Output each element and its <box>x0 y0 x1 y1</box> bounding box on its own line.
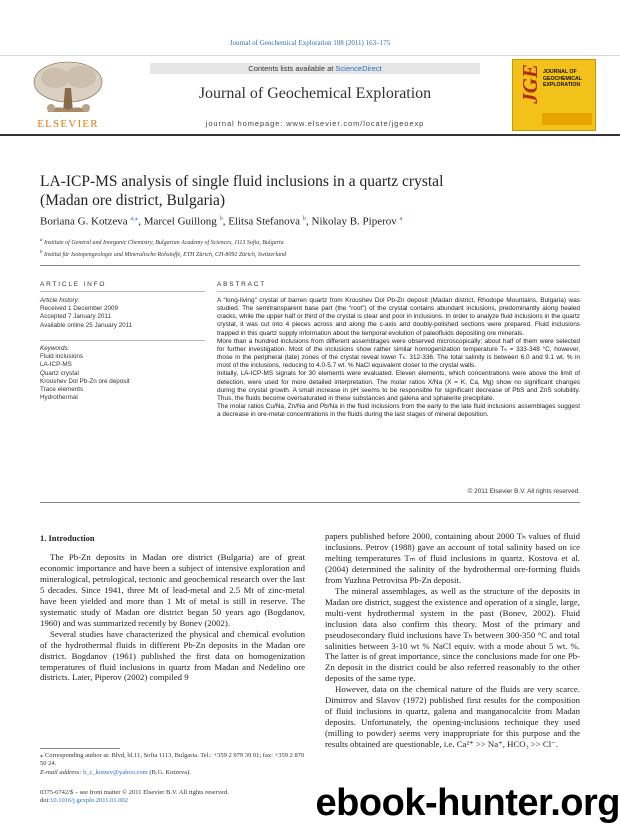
elsevier-logo <box>27 58 109 132</box>
masthead-divider <box>0 55 620 56</box>
affiliation-mark: b <box>40 250 43 255</box>
body-paragraph: The Pb-Zn deposits in Madan ore district (Bulgaria) are of great economic importance and have been a subject of intensive exploration and mineralogical, petrological, tectonic and geochemical research over the last 5 decades. Since 1941, three Mt of lead-metal and 2.5 Mt of zinc-metal have been yielded and more than 1 Mt of metal is still in reserve. The systematic study of Madan ore district began 50 years ago (Bogdanov, 1960) and was summarized recently by Bonev (2002). <box>40 552 305 628</box>
corresponding-author-note: ⁎ Corresponding author at: Blvd, bl.11, Sofia 1113, Bulgaria. Tel.: +359 2 979 39 01; fax: +359 2 870 50 24. <box>40 752 305 768</box>
abstract-paragraph: The molar ratios Cu/Na, Zn/Na and Pb/Na in the fluid inclusions from the early to the late fluid inclusions assemblages suggest a decrease in ore-metal concentrations in the fluids during the last stages of mineral deposition. <box>217 403 580 419</box>
divider <box>40 291 205 292</box>
email-suffix: (B.G. Kotzeva). <box>147 768 191 776</box>
body-left-column <box>40 552 305 683</box>
copyright: © 2011 Elsevier B.V. All rights reserved. <box>467 488 580 495</box>
article-history <box>40 297 205 330</box>
affiliation-text: Institute of General and Inorganic Chemistry, Bulgarian Academy of Sciences, 1113 Sofia, Bulgaria <box>44 240 284 246</box>
body-paragraph: Several studies have characterized the physical and chemical evolution of the hydrothermal fluids in different Pb-Zn deposits in the Madan ore district. Bogdanov (1961) published the first data on homogenization temperatures of fluid inclusions in quartz from Madan and Nedelino ore districts. Later, Piperov (2002) compiled 9 <box>40 628 305 683</box>
author-affil-mark[interactable]: b <box>219 215 223 222</box>
cover-title: JOURNAL OF GEOCHEMICAL EXPLORATION <box>543 69 582 88</box>
body-paragraph: The mineral assemblages, as well as the structure of the deposits in Madan ore district, suggest the existence and operation of a single, large, multi-vent hydrothermal system in the past (Bonev, 2002). Fluid inclusion data also confirm this theory. Most of the primary and pseudosecondary fluid inclusions have Tₕ between 300-350 °C and total salinities between 3-10 wt % NaCl equiv. with a mode about 5 wt. %. The latter is of great importance, since the conclusions made for one Pb-Zn deposit in the district could be also referred reasonably to the other deposits of the same type. <box>325 585 580 684</box>
journal-reference[interactable]: Journal of Geochemical Exploration 108 (2011) 163–175 <box>229 39 391 47</box>
email-line <box>40 769 305 777</box>
history-item: Accepted 7 January 2011 <box>40 313 111 321</box>
author-name[interactable]: Elitsa Stefanova <box>228 215 300 228</box>
history-item: Available online 25 January 2011 <box>40 321 133 329</box>
divider <box>40 502 580 503</box>
watermark: ebook-hunter.org <box>315 782 620 824</box>
masthead-rule <box>0 134 620 136</box>
homepage-link[interactable]: www.elsevier.com/locate/jgeoexp <box>286 119 425 128</box>
doi-link[interactable]: 10.1016/j.gexplo.2011.01.002 <box>50 797 129 805</box>
author-name[interactable]: Nikolay B. Piperov <box>311 215 397 228</box>
divider <box>217 291 580 292</box>
abstract-paragraph: More than a hundred inclusions from different assemblages were observed microscopically; about half of them were selected for further investigation. Most of the inclusions show rather similar homogenization temperature Tₕ = 333-348 °C, however, those in the peripheral (late) zones of the crystal reveal lower Tₕ: 312-336. The total salinity is between 6.0 and 9.1 wt. % in most of the inclusions, reducing to 4.0-5.7 wt. % NaCl equivalent closer to the crystal walls. <box>217 337 580 370</box>
email-link[interactable]: b_c_kotzev@yahoo.com <box>83 768 148 776</box>
section-heading: 1. Introduction <box>40 533 95 543</box>
author-name[interactable]: Boriana G. Kotzeva <box>40 215 128 228</box>
keyword-item: Kroushev Dol Pb-Zn ore deposit <box>40 377 130 385</box>
keyword-item: Fluid inclusions <box>40 353 84 361</box>
journal-cover <box>512 59 596 131</box>
body-paragraph: However, data on the chemical nature of the fluids are very scarce. Dimitrov and Slavov (1972) published first results for the composition of fluid inclusions in quartz, galena and manganocalcite from Madan deposits. Unfortunately, the opening-inclusions technique they used (milling to powder) seems very inappropriate for this purpose and the results obtained are questionable, i.e. Ca²⁺ >> Na⁺, HCO₃ >> Cl⁻. <box>325 684 580 750</box>
abstract-heading: ABSTRACT <box>217 281 267 288</box>
author-affil-mark[interactable]: a <box>399 215 403 222</box>
divider <box>40 340 205 341</box>
keywords <box>40 345 205 402</box>
affiliation-mark: a <box>40 238 43 243</box>
abstract-body <box>217 297 580 419</box>
contents-prefix: Contents lists available at <box>248 64 336 73</box>
homepage-prefix: journal homepage: <box>205 119 287 128</box>
contents-bar <box>150 63 480 74</box>
cover-letters: JGE <box>518 64 542 104</box>
author-affil-mark[interactable]: a,⁎ <box>130 215 139 222</box>
affiliation-item <box>40 236 580 248</box>
author-list: Boriana G. Kotzeva $^{a,⁎}$, Marcel Guillong $^b$, Elitsa Stefanova $^b$, Nikolay B. Piperov $^a$ <box>40 215 403 228</box>
sciencedirect-link[interactable]: ScienceDirect <box>335 64 382 73</box>
article-info-heading: ARTICLE INFO <box>40 281 107 288</box>
footnote <box>40 752 305 777</box>
keyword-item: LA-ICP-MS <box>40 361 72 369</box>
history-label: Article history: <box>40 297 80 304</box>
title-line-1: LA-ICP-MS analysis of single fluid inclusions in a quartz crystal <box>40 173 444 190</box>
journal-homepage <box>150 119 480 128</box>
body-right-column <box>325 531 580 750</box>
article-title <box>40 172 580 210</box>
title-line-2: (Madan ore district, Bulgaria) <box>40 192 226 209</box>
affiliation-text: Institut für Isotopengeologie und Mineralische Rohstoffe, ETH Zürich, CH-8092 Zürich, Switzerland <box>44 252 287 258</box>
cover-stripe <box>542 113 592 125</box>
affiliations <box>40 236 580 260</box>
body-paragraph: papers published before 2000, containing about 2000 Tₕ values of fluid inclusions. Petrov (1988) gave an account of total salinity based on ice melting temperatures Tₘ of fluid inclusions in quartz. Kostova et al. (2004) determined the salinity of the hydrothermal ore-forming fluids from Yuzhna Petrovitsa Pb-Zn deposit. <box>325 531 580 585</box>
divider <box>40 265 580 266</box>
abstract-paragraph: A “long-living” crystal of barren quartz from Kroushev Dol Pb-Zn deposit (Madan district, Rhodope Mountains, Bulgaria) was studied. The semitransparent base part (the “root”) of the crystal contains abundant inclusions, predominantly along healed cracks, while the upper half or third of the crystal is clear and poor in inclusions. In order to analyze fluid inclusions in the quartz crystal, it was cut into 4 pieces across and along the c-axis and doubly-polished sections were prepared. Fluid inclusions trapped in this quartz supply information about the temporal evolution of paleofluids depositing ore minerals. <box>217 297 580 337</box>
footnote-rule <box>40 748 120 749</box>
abstract-paragraph: Initially, LA-ICP-MS signals for 30 elements were evaluated. Eleven elements, which concentrations were above the limit of detection, were used for more detailed interpretation. The molar ratios X/Na (X = K, Ca, Mg) show no significant changes during the crystal growth. A small increase in pH seems to be responsible for significant decrease of PbS and ZnS solubility. Thus, the fluids become oversaturated in these substances and galena and sphalerite precipitate. <box>217 370 580 402</box>
journal-name: Journal of Geochemical Exploration <box>198 85 432 102</box>
author-name[interactable]: Marcel Guillong <box>143 215 217 228</box>
author-affil-mark[interactable]: b <box>302 215 306 222</box>
publisher-name: ELSEVIER <box>37 118 99 130</box>
keyword-item: Quartz crystal <box>40 369 79 377</box>
doi-label: doi: <box>40 797 51 805</box>
keyword-item: Hydrothermal <box>40 394 78 402</box>
keywords-label: Keywords: <box>40 345 70 352</box>
affiliation-item <box>40 248 580 260</box>
issn-line: 0375-6742/$ – see front matter © 2011 Elsevier B.V. All rights reserved. <box>40 789 229 796</box>
keyword-item: Trace elements <box>40 386 84 394</box>
email-label: E-mail address: <box>40 768 84 776</box>
history-item: Received 1 December 2009 <box>40 305 119 313</box>
